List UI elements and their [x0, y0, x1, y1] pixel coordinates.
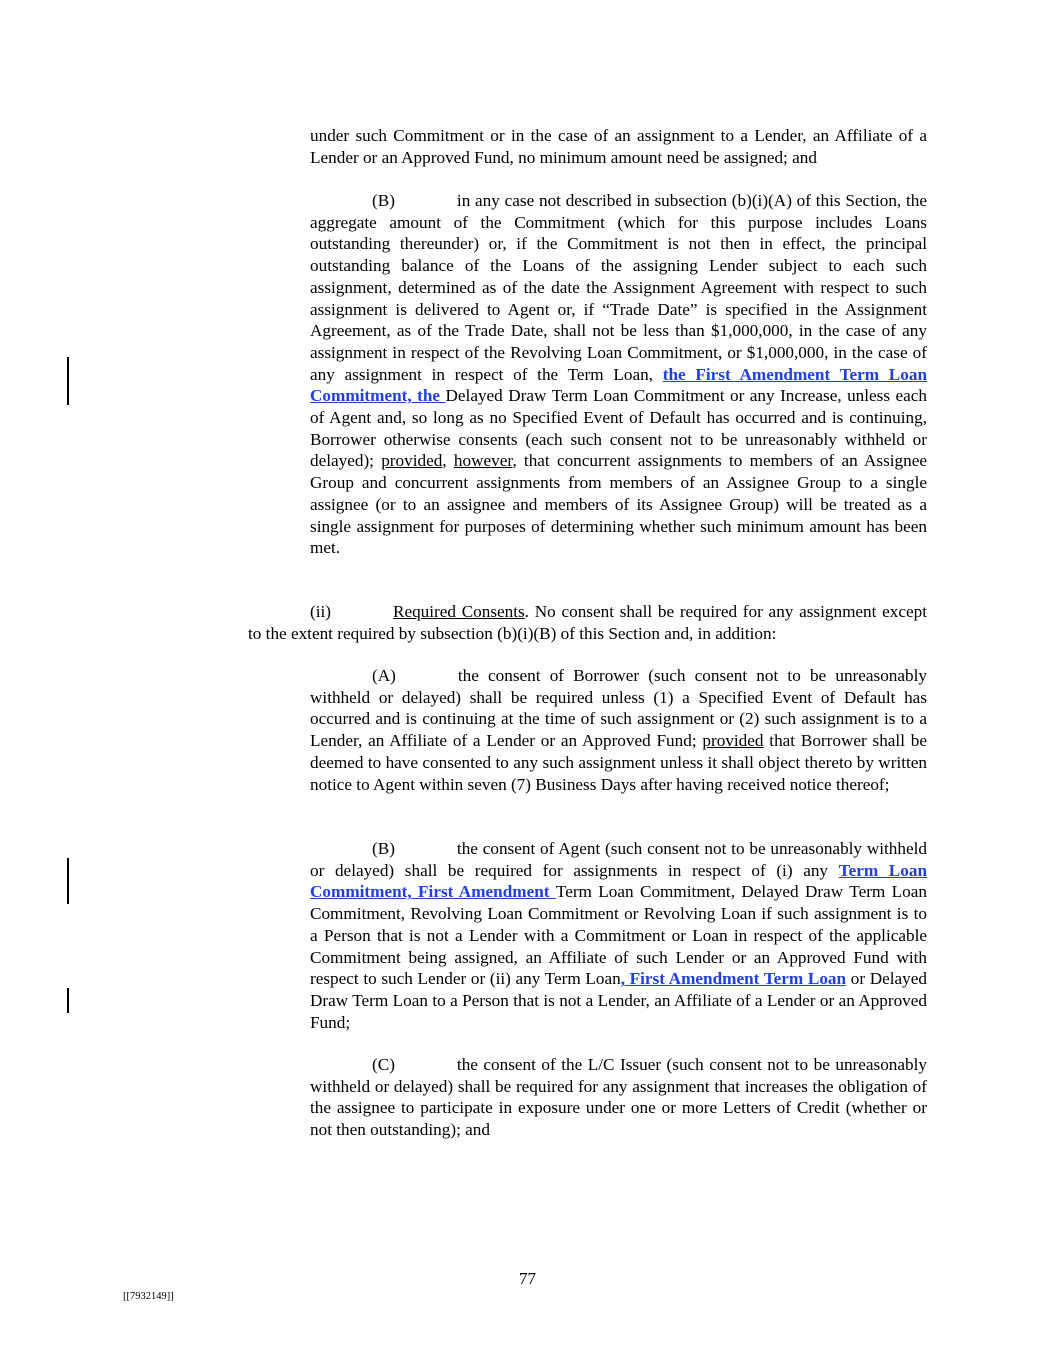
clause-label: (B) — [372, 839, 395, 858]
inserted-text: the First Amendment Term Loan Commitment, the — [310, 364, 928, 406]
clause-label: (A) — [372, 666, 396, 685]
provided-term: provided — [702, 731, 764, 751]
change-bar — [67, 988, 69, 1013]
section-heading: Required Consents — [393, 602, 525, 621]
clause-label: (ii) — [310, 602, 331, 621]
page-number: 77 — [519, 1269, 536, 1288]
clause-ii-required-consents: (ii) Required Consents. No consent shall be required for any assignment except to the extent required by subsection (b)(i)(B) of this Section and, in addition: — [248, 602, 927, 643]
clause-c-lc-issuer-consent: (C) the consent of the L/C Issuer (such consent not to be unreasonably withheld or delayed) shall be required for any assignment that increases the obligation of the assignee to participate in exposure under one or more Letters of Credit (whether or not then outstanding); and — [310, 1055, 927, 1140]
clause-b-agent-consent: (B) the consent of Agent (such consent not to be unreasonably withheld or delayed) shall be required for assignments in respect of (i) any Term Loan Commitment, First Amendment Term Loan Commitment, Delayed Draw Term Loan Commitment, Revolving Loan Commitment or Revolving Loan if such assignment is to a Person that is not a Lender with a Commitment or Loan in respect of the applicable Commitment being assigned, an Affiliate of such Lender or an Approved Fund with respect to such Lender or (ii) any Term Loan, First Amendment Term Loan or Delayed Draw Term Loan to a Person that is not a Lender, an Affiliate of a Lender or an Approved Fund; — [310, 839, 928, 1032]
however-term: however — [453, 451, 513, 471]
clause-label: (B) — [372, 191, 395, 210]
clause-a-borrower-consent: (A) the consent of Borrower (such consent not to be unreasonably withheld or delayed) shall be required unless (1) a Specified Event of Default has occurred and is continuing at the time of such assignment or (2) such assignment is to a Lender, an Affiliate of a Lender or an Approved Fund; provided that Borrower shall be deemed to have consented to any such assignment unless it shall object thereto by written notice to Agent within seven (7) Business Days after having received notice thereof; — [310, 666, 927, 794]
inserted-text: , First Amendment Term Loan — [620, 969, 847, 989]
change-bar — [67, 858, 69, 904]
clause-label: (C) — [372, 1055, 395, 1074]
provided-term: provided — [381, 451, 443, 471]
inserted-text: Term Loan Commitment, First Amendment — [310, 860, 928, 902]
document-id: [[7932149]] — [123, 1291, 174, 1302]
clause-b-minimum-amount: (B) in any case not described in subsection (b)(i)(A) of this Section, the aggregate amount of the Commitment (which for this purpose includes Loans outstanding thereunder) or, if the Commitment is not then in effect, the principal outstanding balance of the Loans of the assigning Lender subject to each such assignment, determined as of the date the Assignment Agreement with respect to such assignment is delivered to Agent or, if “Trade Date” is specified in the Assignment Agreement, as of the Trade Date, shall not be less than $1,000,000, in the case of any assignment in respect of the Revolving Loan Commitment, or $1,000,000, in the case of any assignment in respect of the Term Loan, the First Amendment Term Loan Commitment, the Delayed Draw Term Loan Commitment or any Increase, unless each of Agent and, so long as no Specified Event of Default has occurred and is continuing, Borrower otherwise consents (each such consent not to be unreasonably withheld or delayed); provided, however, that concurrent assignments to members of an Assignee Group and concurrent assignments from members of an Assignee Group to a single assignee (or to an assignee and members of its Assignee Group) will be treated as a single assignment for purposes of determining whether such minimum amount has been met. — [310, 191, 928, 558]
change-bar — [67, 357, 69, 405]
continuation-paragraph: under such Commitment or in the case of an assignment to a Lender, an Affiliate of a Lender or an Approved Fund, no minimum amount need be assigned; and — [310, 126, 927, 167]
